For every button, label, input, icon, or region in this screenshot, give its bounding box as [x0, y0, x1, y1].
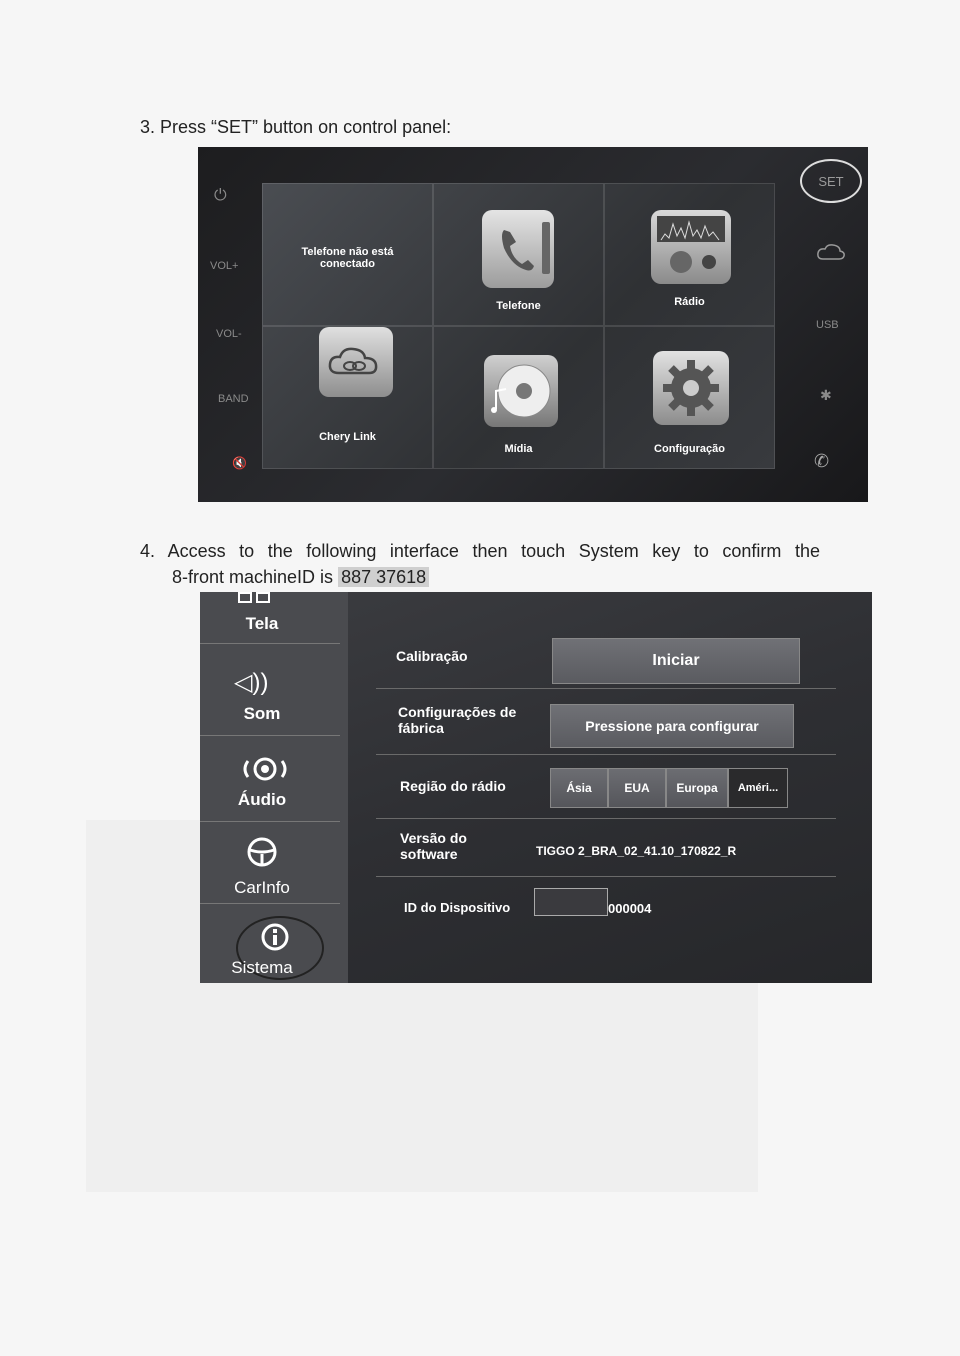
band-button[interactable]: BAND [218, 393, 249, 405]
link-icon[interactable] [816, 243, 846, 263]
row-divider [376, 818, 836, 819]
iniciar-button[interactable]: Iniciar [552, 638, 800, 684]
row-divider [376, 876, 836, 877]
fabrica-label: Configurações de fábrica [398, 704, 517, 736]
step-3-instruction: 3. Press “SET” button on control panel: [140, 117, 452, 137]
audio-icon [240, 756, 290, 782]
radio-label: Rádio [674, 296, 705, 308]
mute-icon[interactable]: 🔇 [232, 456, 247, 470]
machine-id-value: 887 37618 [338, 567, 429, 587]
region-europa-option[interactable]: Europa [666, 768, 728, 808]
configuracao-label: Configuração [654, 443, 725, 455]
menu-label-sistema: Sistema [231, 958, 293, 977]
speaker-icon: ◁)) [234, 669, 269, 696]
configurar-button[interactable]: Pressione para configurar [550, 704, 794, 748]
menu-label-carinfo: CarInfo [234, 878, 290, 897]
region-america-option[interactable]: Améri... [728, 768, 788, 808]
menu-item-sistema[interactable] [200, 904, 340, 983]
device-id-label: ID do Dispositivo [404, 900, 511, 915]
power-icon[interactable]: ⏻ [214, 187, 227, 204]
chery-link-label: Chery Link [319, 431, 376, 443]
set-button[interactable]: SET [800, 159, 862, 203]
row-divider [376, 688, 836, 689]
phone-status-tile [262, 183, 433, 326]
menu-item-som[interactable] [200, 644, 340, 736]
system-settings-photo [200, 592, 872, 983]
home-screen [262, 183, 775, 469]
vol-down-button[interactable]: VOL- [216, 328, 242, 340]
midia-tile[interactable] [433, 326, 604, 469]
telefone-tile[interactable] [433, 183, 604, 326]
device-id-redaction-box [534, 888, 608, 916]
midia-icon [484, 355, 558, 427]
radio-tile[interactable] [604, 183, 775, 326]
menu-label-som: Som [243, 704, 281, 723]
step-4-instruction-line1: 4. Access to the following interface then touch System key to confirm the [140, 541, 820, 561]
menu-item-audio[interactable] [200, 736, 340, 822]
row-divider [376, 754, 836, 755]
versao-value: TIGGO 2_BRA_02_41.10_170822_R [536, 844, 737, 858]
step-4-instruction-line2 [172, 564, 429, 590]
device-id-value: 000004 [608, 901, 652, 916]
midia-label: Mídia [504, 443, 533, 455]
gear-icon [653, 351, 729, 425]
region-asia-option[interactable]: Ásia [550, 768, 608, 808]
bluetooth-icon[interactable]: ✱ [820, 387, 832, 403]
regiao-label: Região do rádio [400, 778, 506, 794]
configuracao-tile[interactable] [604, 326, 775, 469]
menu-item-tela[interactable] [200, 592, 340, 644]
radio-icon [651, 210, 731, 284]
settings-menu [200, 592, 348, 983]
machine-id-prefix: 8-front machineID is [172, 567, 334, 587]
phone-icon[interactable]: ✆ [814, 451, 830, 471]
versao-label: Versão do software [400, 830, 467, 862]
telefone-icon [482, 210, 554, 288]
calibracao-label: Calibração [396, 648, 468, 664]
usb-label[interactable]: USB [816, 319, 839, 331]
chery-link-icon [319, 327, 393, 397]
vol-up-button[interactable]: VOL+ [210, 260, 239, 272]
menu-label-audio: Áudio [237, 790, 287, 809]
screen-icon [238, 592, 272, 604]
menu-label-tela: Tela [245, 614, 279, 633]
head-unit-photo [198, 147, 868, 502]
region-eua-option[interactable]: EUA [608, 768, 666, 808]
phone-status-text: Telefone não está conectado [301, 246, 394, 270]
steering-wheel-icon [246, 836, 278, 868]
info-icon [260, 922, 290, 952]
chery-link-tile[interactable] [262, 326, 433, 469]
menu-item-carinfo[interactable] [200, 822, 340, 904]
telefone-label: Telefone [496, 300, 541, 312]
